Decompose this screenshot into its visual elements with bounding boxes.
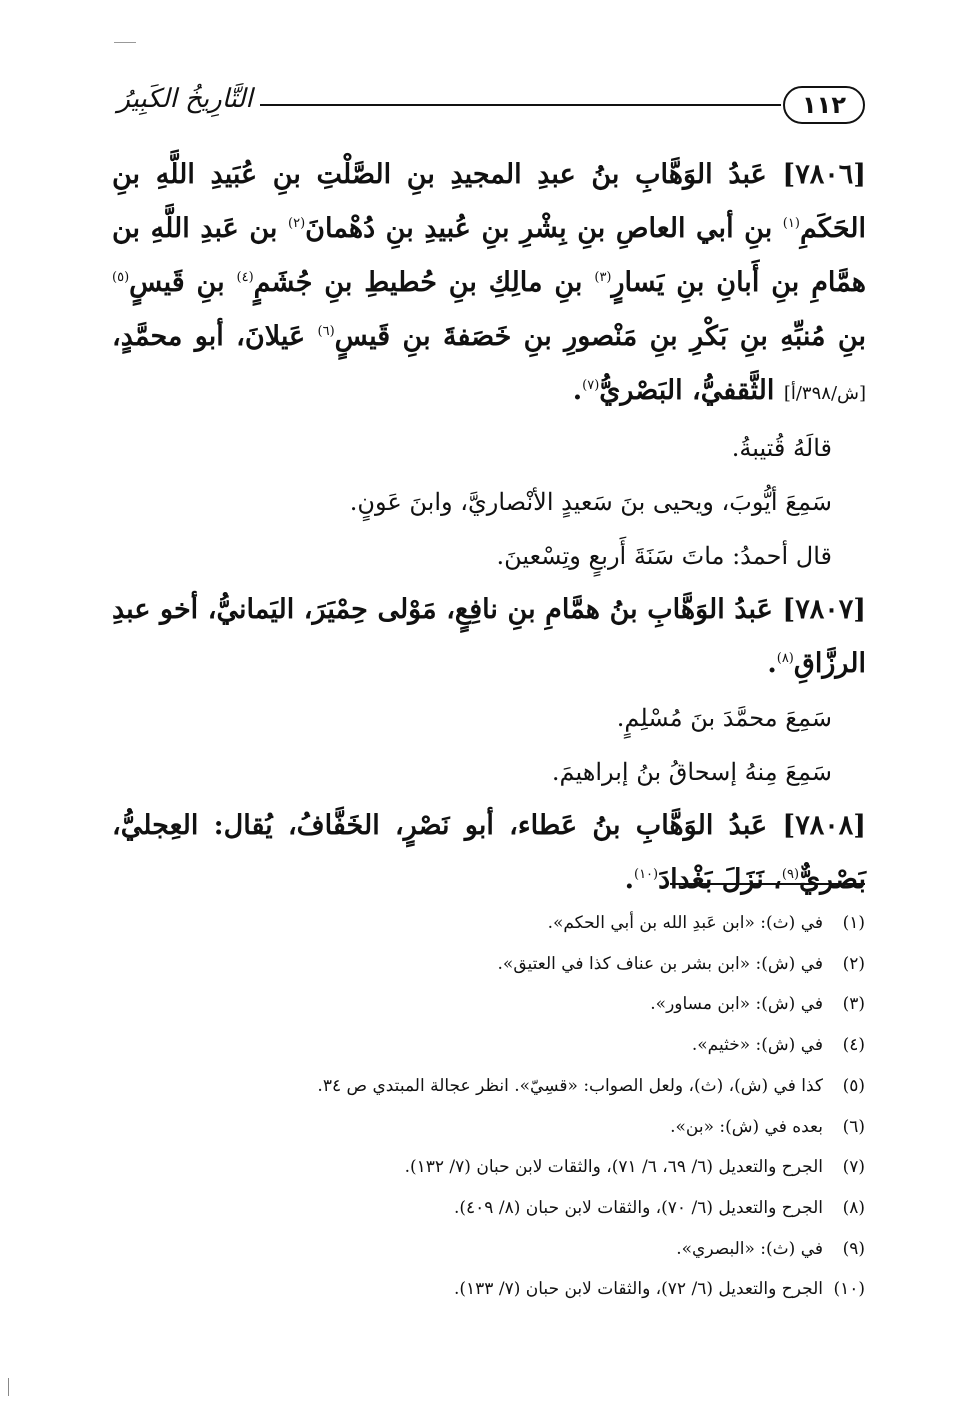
manuscript-reference: [ش/٣٩٨/أ]: [783, 383, 866, 404]
entry-number: [٧٨٠٨]: [782, 810, 866, 841]
page-number: ١١٢: [783, 86, 865, 124]
footnote: [105, 1025, 865, 1066]
footnote-ref[interactable]: (٥): [112, 270, 130, 285]
text-line: سَمِعَ محمَّدَ بنَ مُسْلِمٍ.: [616, 704, 832, 732]
footnote-ref[interactable]: (٢): [288, 216, 306, 231]
footnote: [105, 984, 865, 1025]
scan-mark: [114, 42, 136, 43]
footnote-number: (٣): [842, 994, 865, 1015]
book-title: التَّارِيخُ الكَبِيرُ: [117, 84, 253, 114]
entry-end: .: [767, 648, 777, 679]
footnote-number: (١): [842, 913, 865, 933]
text-line: سَمِعَ مِنهُ إسحاقُ بنُ إبراهيمَ.: [551, 758, 832, 786]
footnote-text: في (ش): «ابن بشر بن عناف كذا في العتيق».: [497, 953, 823, 974]
entry-text: بن عَبدِ اللَّهِ بن همَّامِ بنِ أَبانِ بنِ يَسارٍ: [112, 213, 866, 298]
footnote: [105, 903, 865, 944]
footnote-ref[interactable]: (٣): [594, 270, 612, 285]
entry-heading: [112, 583, 866, 691]
footnote: [105, 1269, 865, 1310]
entry-text: بنِ مُنبِّهِ بنِ بَكْرِ بنِ مَنْصورِ بنِ خَصَفةَ بنِ قَيسٍ: [334, 321, 866, 352]
footnote-number: (٢): [842, 953, 865, 974]
footnote-text: في (ث): «البصري».: [676, 1238, 823, 1259]
entry-text: بنِ قَيسٍ: [129, 267, 225, 298]
entry-text: بنِ مالِكِ بنِ حُطيطِ بنِ جُشَمٍ: [253, 267, 583, 298]
footnote-ref[interactable]: (٩): [781, 867, 800, 882]
footnotes: [105, 903, 865, 1310]
entry-text: ، نَزَلَ بَغْدادَ: [658, 864, 782, 895]
footnote-separator: [670, 883, 865, 885]
entry-end: .: [572, 375, 583, 406]
footnote-text: الجرح والتعديل (٦/ ٧٢)، والثقات لابن حبان (٧/ ١٣٣).: [454, 1279, 823, 1300]
main-text: [112, 148, 866, 907]
footnote-ref[interactable]: (٦): [317, 324, 335, 339]
footnote: [105, 1147, 865, 1188]
footnote-text: بعده في (ش): «بن».: [670, 1116, 823, 1137]
footnote-ref[interactable]: (٧): [582, 378, 600, 393]
entry-number: [٧٨٠٧]: [782, 594, 866, 625]
footnote-ref[interactable]: (٨): [776, 651, 794, 666]
entry-text: الثَّقفيُّ، البَصْريُّ: [599, 375, 775, 406]
footnote-number: (٩): [842, 1238, 865, 1259]
footnote-ref[interactable]: (١): [782, 216, 800, 231]
footnote-text: في (ش): «ابن مساور».: [650, 994, 823, 1015]
footnote: [105, 944, 865, 985]
footnote-number: (٤): [842, 1035, 865, 1056]
footnote-number: (٦): [842, 1116, 865, 1137]
entry-text: عَبدُ الوَهَّابِ بنُ همَّامِ بنِ نافِعٍ، مَوْلى حِمْيَرَ، اليَمانيُّ، أخو عبدِ الرزَّاقِ: [112, 594, 866, 679]
entry-heading: [112, 148, 866, 421]
footnote-number: (٨): [842, 1197, 865, 1218]
footnote-number: (١٠): [833, 1279, 865, 1300]
footnote: [105, 1107, 865, 1148]
footnote: [105, 1066, 865, 1107]
entry-end: .: [624, 864, 634, 895]
text-line: سَمِعَ أيُّوبَ، ويحيى بنَ سَعيدٍ الأنْصاريَّ، وابنَ عَونٍ.: [349, 488, 832, 516]
footnote: [105, 1188, 865, 1229]
footnote-number: (٧): [842, 1157, 865, 1178]
entry-text: عَبدُ الوَهَّابِ بنُ عَطاء، أبو نَصْرٍ، الخَفَّافُ، يُقال: العِجليُّ، بَصْريٌّ: [112, 810, 866, 895]
text-line: قالَهُ قُتيبةُ.: [731, 434, 832, 462]
footnote-text: الجرح والتعديل (٦/ ٧٠)، والثقات لابن حبان (٨/ ٤٠٩).: [454, 1197, 823, 1218]
footnote-text: في (ش): «خثيم».: [691, 1035, 823, 1056]
footnote: [105, 1229, 865, 1270]
page-header: [110, 82, 865, 134]
entry-text: عَبدُ الوَهَّابِ بنُ عبدِ المجيدِ بنِ الصَّلْتِ بنِ عُبَيدِ اللَّهِ بنِ الحَكَمِ: [112, 159, 866, 244]
footnote-ref[interactable]: (٤): [236, 270, 254, 285]
scan-edge-mark: [8, 1378, 9, 1396]
text-line: قال أحمدُ: ماتَ سَنَةَ أَربعٍ وتِسْعينَ.: [496, 542, 832, 570]
footnote-text: كذا في (ش)، (ث)، ولعل الصواب: «قسِيّ». انظر عجالة المبتدي ص ٣٤.: [317, 1075, 823, 1096]
footnote-text: في (ث): «ابن عَبدِ الله بن أبي الحكم».: [547, 913, 823, 933]
header-rule: [260, 104, 781, 106]
footnote-ref[interactable]: (١٠): [633, 867, 659, 882]
entry-number: [٧٨٠٦]: [782, 159, 866, 190]
entry-text: عَيلانَ، أبو محمَّدٍ،: [112, 321, 306, 352]
entry-text: بنِ أبي العاصِ بنِ بِشْرِ بنِ عُبيدِ بنِ دُهْمانَ: [305, 213, 773, 244]
footnote-text: الجرح والتعديل (٦/ ٦٩، ٦/ ٧١)، والثقات لابن حبان (٧/ ١٣٢).: [404, 1157, 823, 1178]
footnote-number: (٥): [842, 1075, 865, 1096]
entry-heading: [112, 799, 866, 907]
